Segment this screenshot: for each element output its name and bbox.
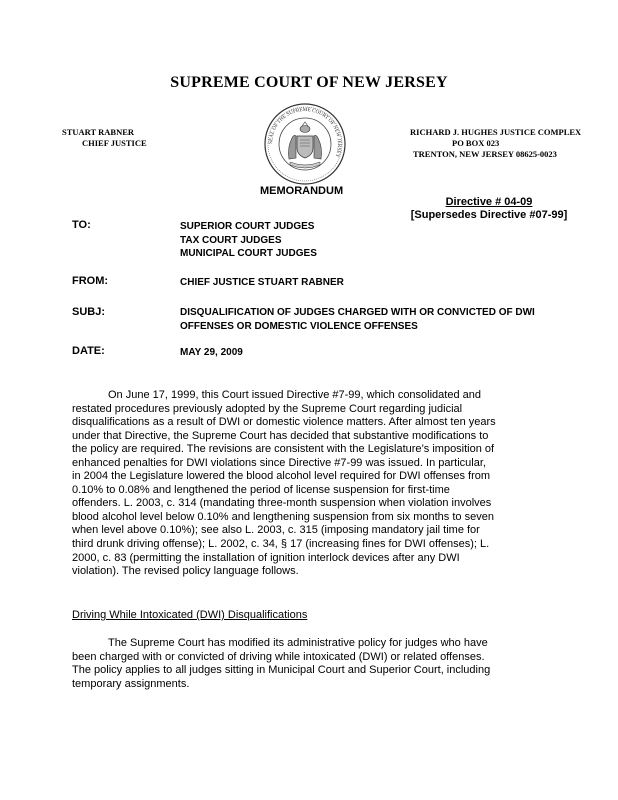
text-line: violation). The revised policy language follows. [72,565,299,578]
date-label: DATE: [72,345,105,357]
chief-justice-block [62,127,147,149]
text-line: third drunk driving offense); L. 2002, c. 34, § 17 (increasing fines for DWI offenses); L. [72,538,490,551]
chief-justice-title: CHIEF JUSTICE [82,138,147,148]
paragraph-1 [72,389,548,579]
section-heading: Driving While Intoxicated (DWI) Disqualifications [72,609,308,621]
address-line-3: TRENTON, NEW JERSEY 08625-0023 [413,149,557,159]
text-line: disqualifications as a result of DWI or domestic violence matters. After almost ten years [72,416,496,429]
subject-line: DISQUALIFICATION OF JUDGES CHARGED WITH OR CONVICTED OF DWI [180,307,535,318]
to-recipient: TAX COURT JUDGES [180,234,282,246]
text-line: enhanced penalties for DWI violations since Directive #7-99 was issued. In particular, [72,456,486,469]
directive-supersedes: [Supersedes Directive #07-99] [410,209,568,221]
text-line: 0.10% to 0.08% and lengthened the period of license suspension for first-time [72,483,450,496]
from-label: FROM: [72,275,109,287]
seal-text: SEAL OF THE SUPREME COURT OF NEW JERSEY [267,106,343,159]
to-recipient: MUNICIPAL COURT JUDGES [180,248,317,259]
directive-number: Directive # 04-09 [445,196,533,208]
text-line: under that Directive, the Supreme Court has decided that substantive modifications to [72,429,489,442]
text-line: in 2004 the Legislature lowered the blood alcohol level required for DWI offenses from [72,470,491,483]
paragraph-2 [72,637,548,691]
to-label: TO: [72,219,91,231]
text-line: offenders. L. 2003, c. 314 (mandating three-month suspension when violation involves [72,497,492,510]
to-recipients [180,220,317,261]
text-line: The Supreme Court has modified its administrative policy for judges who have [108,637,488,649]
subject-line: OFFENSES OR DOMESTIC VIOLENCE OFFENSES [180,320,418,332]
to-recipient: SUPERIOR COURT JUDGES [180,221,315,232]
court-seal-icon [263,102,347,186]
text-line: the policy are required. The revisions are consistent with the Legislature’s imposition of [72,443,495,456]
text-line: been charged with or convicted of driving while intoxicated (DWI) or related offenses. [72,650,485,663]
address-block [410,127,581,160]
date-value: MAY 29, 2009 [180,347,243,358]
text-line: restated procedures previously adopted by the Supreme Court regarding judicial [72,402,463,415]
directive-block [400,196,578,222]
text-line: when level above 0.10%); see also L. 2003, c. 315 (imposing mandatory jail time for [72,524,480,537]
court-title: SUPREME COURT OF NEW JERSEY [170,74,448,91]
text-line: temporary assignments. [72,677,190,690]
text-line: On June 17, 1999, this Court issued Directive #7-99, which consolidated and [108,389,481,401]
subj-label: SUBJ: [72,306,106,318]
text-line: blood alcohol level below 0.10% and lengthening suspension from six months to seven [72,510,494,523]
text-line: The policy applies to all judges sitting in Municipal Court and Superior Court, including [72,664,491,677]
from-value: CHIEF JUSTICE STUART RABNER [180,277,344,288]
memo-title: MEMORANDUM [260,185,344,197]
address-line-2: PO BOX 023 [452,138,500,148]
text-line: 2000, c. 83 (permitting the installation of ignition interlock devices after any DWI [72,551,460,564]
subject [180,306,535,333]
address-line-1: RICHARD J. HUGHES JUSTICE COMPLEX [410,127,582,137]
chief-justice-name: STUART RABNER [62,127,135,137]
